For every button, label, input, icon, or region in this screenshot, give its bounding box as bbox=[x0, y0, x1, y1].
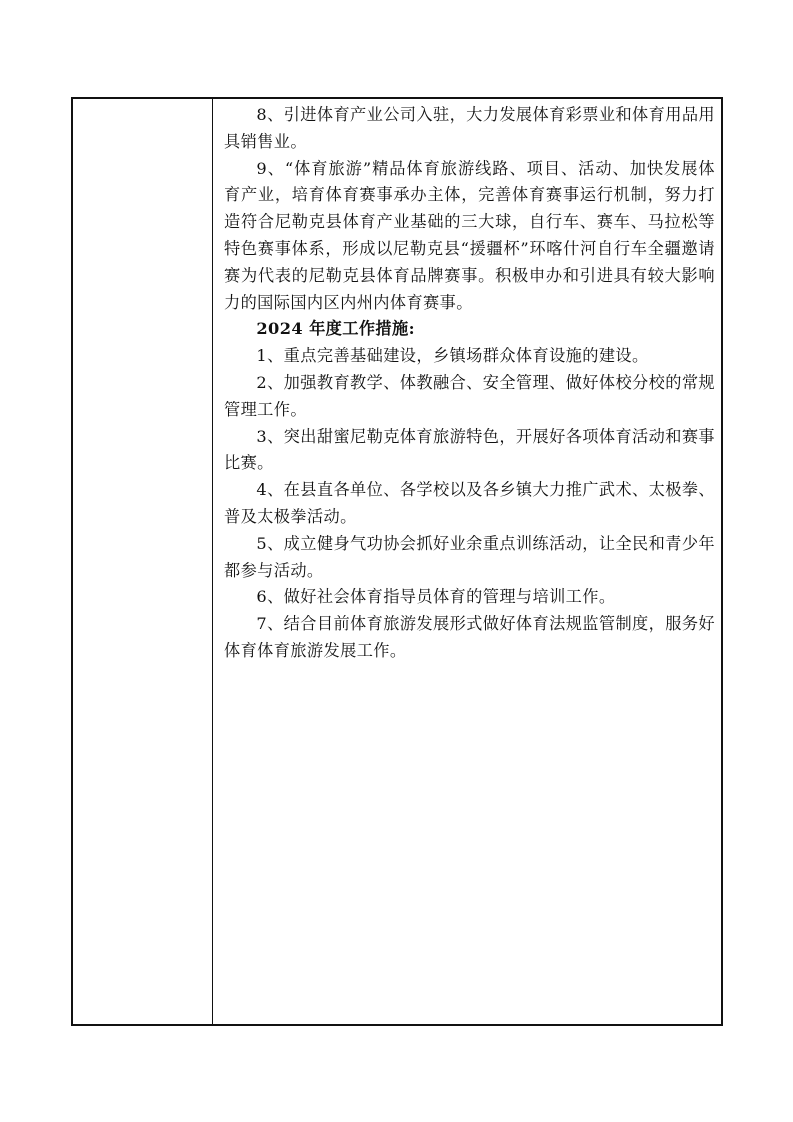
measure-item-5: 5、成立健身气功协会抓好业余重点训练活动，让全民和青少年都参与活动。 bbox=[224, 533, 715, 580]
measure-item-6: 6、做好社会体育指导员体育的管理与培训工作。 bbox=[256, 587, 616, 607]
measure-item-7: 7、结合目前体育旅游发展形式做好体育法规监管制度，服务好体育体育旅游发展工作。 bbox=[224, 614, 715, 660]
table-label-cell bbox=[73, 99, 213, 1024]
measure-item-4: 4、在县直各单位、各学校以及各乡镇大力推广武术、太极拳、普及太极拳活动。 bbox=[224, 480, 715, 526]
document-table bbox=[71, 97, 723, 1026]
measure-item-1: 1、重点完善基础建设，乡镇场群众体育设施的建设。 bbox=[256, 346, 649, 366]
measure-item-3: 3、突出甜蜜尼勒克体育旅游特色，开展好各项体育活动和赛事比赛。 bbox=[224, 426, 715, 473]
table-content-cell bbox=[214, 99, 721, 1024]
section-heading-2024-measures: 2024 年度工作措施: bbox=[256, 319, 415, 339]
paragraph-item-8: 8、引进体育产业公司入驻，大力发展体育彩票业和体育用品用具销售业。 bbox=[224, 105, 715, 151]
paragraph-item-9: 9、“体育旅游”精品体育旅游线路、项目、活动、加快发展体育产业，培育体育赛事承办主体，完善体育赛事运行机制，努力打造符合尼勒克县体育产业基础的三大球，自行车、赛车、马拉松等特色赛事体系，形成以尼勒克县“援疆杯”环喀什河自行车全疆邀请赛为代表的尼勒克县体育品牌赛事。积极申办和引进具有较大影响力的国际国内区内州内体育赛事。 bbox=[224, 158, 715, 312]
measure-item-2: 2、加强教育教学、体教融合、安全管理、做好体校分校的常规管理工作。 bbox=[224, 372, 715, 419]
